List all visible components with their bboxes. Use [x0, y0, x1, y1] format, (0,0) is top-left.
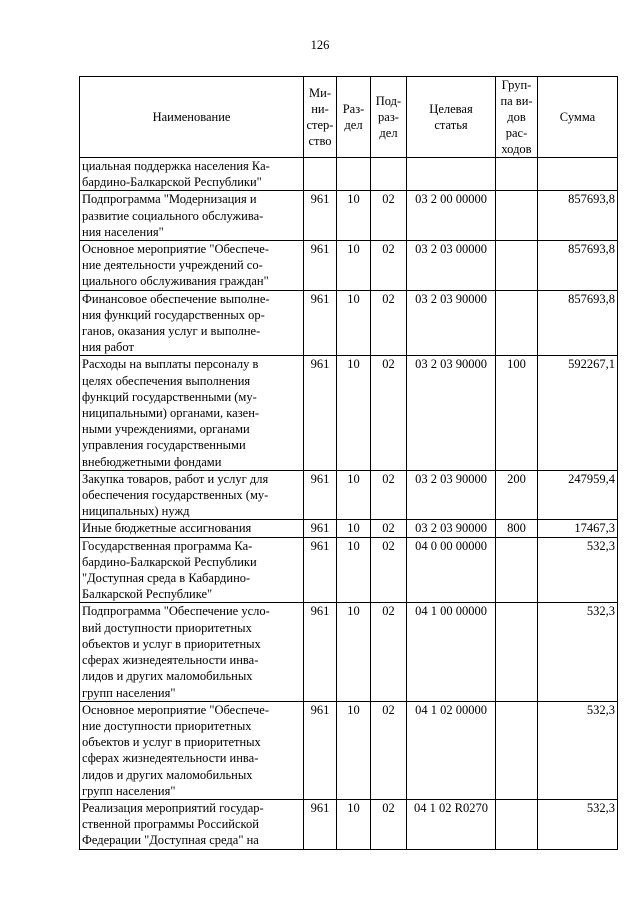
cell-target-item: 03 2 03 90000 [407, 520, 496, 537]
cell-section: 10 [337, 799, 371, 849]
cell-name-line: Подпрограмма "Обеспечение усло- [82, 604, 270, 619]
cell-name-line: ными учреждениями, органами [82, 422, 250, 437]
cell-name [80, 603, 304, 701]
cell-target-item: 03 2 03 00000 [407, 241, 496, 291]
header-name: Наименование [80, 77, 304, 158]
cell-subsection: 02 [371, 520, 407, 537]
cell-name [80, 290, 304, 356]
cell-name-line: циальная поддержка населения Ка- [82, 159, 270, 173]
cell-name-line: Основное мероприятие "Обеспече- [82, 702, 269, 717]
cell-subsection: 02 [371, 356, 407, 470]
cell-ministry: 961 [304, 241, 337, 291]
table-row [80, 603, 618, 701]
cell-expense-group [496, 799, 538, 849]
cell-ministry: 961 [304, 603, 337, 701]
cell-name [80, 701, 304, 799]
cell-name-line: ния функций государственных ор- [82, 307, 265, 322]
header-amount: Сумма [538, 77, 618, 158]
page-number: 126 [310, 38, 330, 52]
cell-target-item: 04 1 02 R0270 [407, 799, 496, 849]
table-header-row [80, 77, 618, 158]
cell-name-line: Иные бюджетные ассигнования [82, 521, 252, 536]
table-row [80, 470, 618, 520]
cell-ministry: 961 [304, 470, 337, 520]
cell-name-line: циального обслуживания граждан" [82, 274, 269, 289]
cell-name [80, 191, 304, 241]
table-row [80, 799, 618, 849]
cell-name [80, 537, 304, 603]
table-row [80, 356, 618, 470]
cell-subsection: 02 [371, 470, 407, 520]
header-subsection: Под- раз- дел [371, 77, 407, 158]
header-target-item: Целевая статья [407, 77, 496, 158]
cell-name-line: ственной программы Российской [82, 817, 259, 832]
cell-subsection: 02 [371, 241, 407, 291]
cell-target-item: 04 1 00 00000 [407, 603, 496, 701]
cell-subsection: 02 [371, 701, 407, 799]
cell-subsection: 02 [371, 290, 407, 356]
cell-amount: 532,3 [538, 799, 618, 849]
cell-target-item: 04 1 02 00000 [407, 701, 496, 799]
cell-name-line: Закупка товаров, работ и услуг для [82, 471, 269, 486]
header-expense-group: Груп- па ви- дов рас- ходов [496, 77, 538, 158]
cell-ministry: 961 [304, 520, 337, 537]
cell-expense-group [496, 701, 538, 799]
cell-amount [538, 158, 618, 191]
table-row [80, 241, 618, 291]
cell-name-line: бардино-Балкарской Республики [82, 554, 257, 569]
cell-expense-group: 200 [496, 470, 538, 520]
cell-name [80, 158, 304, 191]
cell-name-line: внебюджетными фондами [82, 454, 222, 469]
cell-name-line: сферах жизнедеятельности инва- [82, 751, 259, 766]
cell-name-line: лидов и других маломобильных [82, 767, 253, 782]
header-section: Раз- дел [337, 77, 371, 158]
cell-name-line: ния работ [82, 340, 134, 355]
budget-table [79, 76, 618, 850]
cell-name-line: целях обеспечения выполнения [82, 373, 251, 388]
cell-name-line: объектов и услуг в приоритетных [82, 636, 261, 651]
cell-expense-group [496, 537, 538, 603]
table-row [80, 158, 618, 191]
cell-name-line: лидов и других маломобильных [82, 669, 253, 684]
header-ministry: Ми- ни- стер- ство [304, 77, 337, 158]
cell-section: 10 [337, 470, 371, 520]
cell-expense-group [496, 191, 538, 241]
cell-section: 10 [337, 356, 371, 470]
cell-name-line: бардино-Балкарской Республики" [82, 175, 262, 190]
cell-expense-group [496, 241, 538, 291]
cell-amount: 857693,8 [538, 290, 618, 356]
cell-amount: 532,3 [538, 537, 618, 603]
cell-name-line: Основное мероприятие "Обеспече- [82, 242, 269, 257]
cell-section [337, 158, 371, 191]
cell-expense-group [496, 603, 538, 701]
cell-ministry: 961 [304, 701, 337, 799]
cell-expense-group: 800 [496, 520, 538, 537]
cell-section: 10 [337, 191, 371, 241]
cell-name-line: Финансовое обеспечение выполне- [82, 291, 270, 306]
cell-subsection: 02 [371, 191, 407, 241]
cell-ministry: 961 [304, 191, 337, 241]
cell-name-line: развитие социального обслужива- [82, 208, 264, 223]
cell-subsection: 02 [371, 603, 407, 701]
cell-name-line: Федерации "Доступная среда" на [82, 833, 259, 848]
cell-amount: 532,3 [538, 603, 618, 701]
cell-section: 10 [337, 603, 371, 701]
cell-target-item: 03 2 03 90000 [407, 290, 496, 356]
cell-section: 10 [337, 520, 371, 537]
cell-name-line: Балкарской Республике" [82, 587, 213, 602]
cell-name [80, 356, 304, 470]
cell-name-line: ниципальными) органами, казен- [82, 406, 260, 421]
cell-name-line: функций государственными (му- [82, 389, 257, 404]
cell-subsection: 02 [371, 799, 407, 849]
cell-name-line: обеспечения государственных (му- [82, 488, 269, 503]
cell-ministry: 961 [304, 799, 337, 849]
cell-ministry [304, 158, 337, 191]
cell-name-line: ние деятельности учреждений со- [82, 258, 263, 273]
cell-name-line: вий доступности приоритетных [82, 620, 252, 635]
cell-name-line: групп населения" [82, 685, 176, 700]
cell-section: 10 [337, 701, 371, 799]
cell-target-item [407, 158, 496, 191]
cell-name-line: Реализация мероприятий государ- [82, 800, 264, 815]
cell-expense-group [496, 290, 538, 356]
cell-ministry: 961 [304, 290, 337, 356]
cell-expense-group [496, 158, 538, 191]
cell-name [80, 470, 304, 520]
cell-target-item: 03 2 03 90000 [407, 356, 496, 470]
cell-target-item: 04 0 00 00000 [407, 537, 496, 603]
cell-name-line: "Доступная среда в Кабардино- [82, 571, 251, 586]
cell-name-line: Расходы на выплаты персоналу в [82, 357, 259, 372]
cell-target-item: 03 2 03 90000 [407, 470, 496, 520]
cell-ministry: 961 [304, 537, 337, 603]
cell-name-line: ния населения" [82, 224, 164, 239]
cell-name-line: Государственная программа Ка- [82, 538, 253, 553]
cell-section: 10 [337, 241, 371, 291]
cell-amount: 247959,4 [538, 470, 618, 520]
cell-amount: 592267,1 [538, 356, 618, 470]
cell-name-line: ганов, оказания услуг и выполне- [82, 324, 261, 339]
cell-amount: 17467,3 [538, 520, 618, 537]
cell-name-line: ниципальных) нужд [82, 504, 190, 519]
cell-name [80, 799, 304, 849]
cell-name-line: Подпрограмма "Модернизация и [82, 192, 257, 207]
cell-amount: 532,3 [538, 701, 618, 799]
cell-name-line: объектов и услуг в приоритетных [82, 735, 261, 750]
table-row [80, 537, 618, 603]
cell-name-line: ние доступности приоритетных [82, 718, 252, 733]
cell-name [80, 241, 304, 291]
cell-name-line: сферах жизнедеятельности инва- [82, 653, 259, 668]
cell-subsection [371, 158, 407, 191]
cell-name-line: управления государственными [82, 438, 246, 453]
cell-section: 10 [337, 537, 371, 603]
cell-expense-group: 100 [496, 356, 538, 470]
cell-target-item: 03 2 00 00000 [407, 191, 496, 241]
cell-name-line: групп населения" [82, 783, 176, 798]
cell-amount: 857693,8 [538, 241, 618, 291]
cell-subsection: 02 [371, 537, 407, 603]
table-row [80, 191, 618, 241]
table-row [80, 520, 618, 537]
table-row [80, 290, 618, 356]
table-row [80, 701, 618, 799]
cell-ministry: 961 [304, 356, 337, 470]
cell-section: 10 [337, 290, 371, 356]
cell-name [80, 520, 304, 537]
cell-amount: 857693,8 [538, 191, 618, 241]
